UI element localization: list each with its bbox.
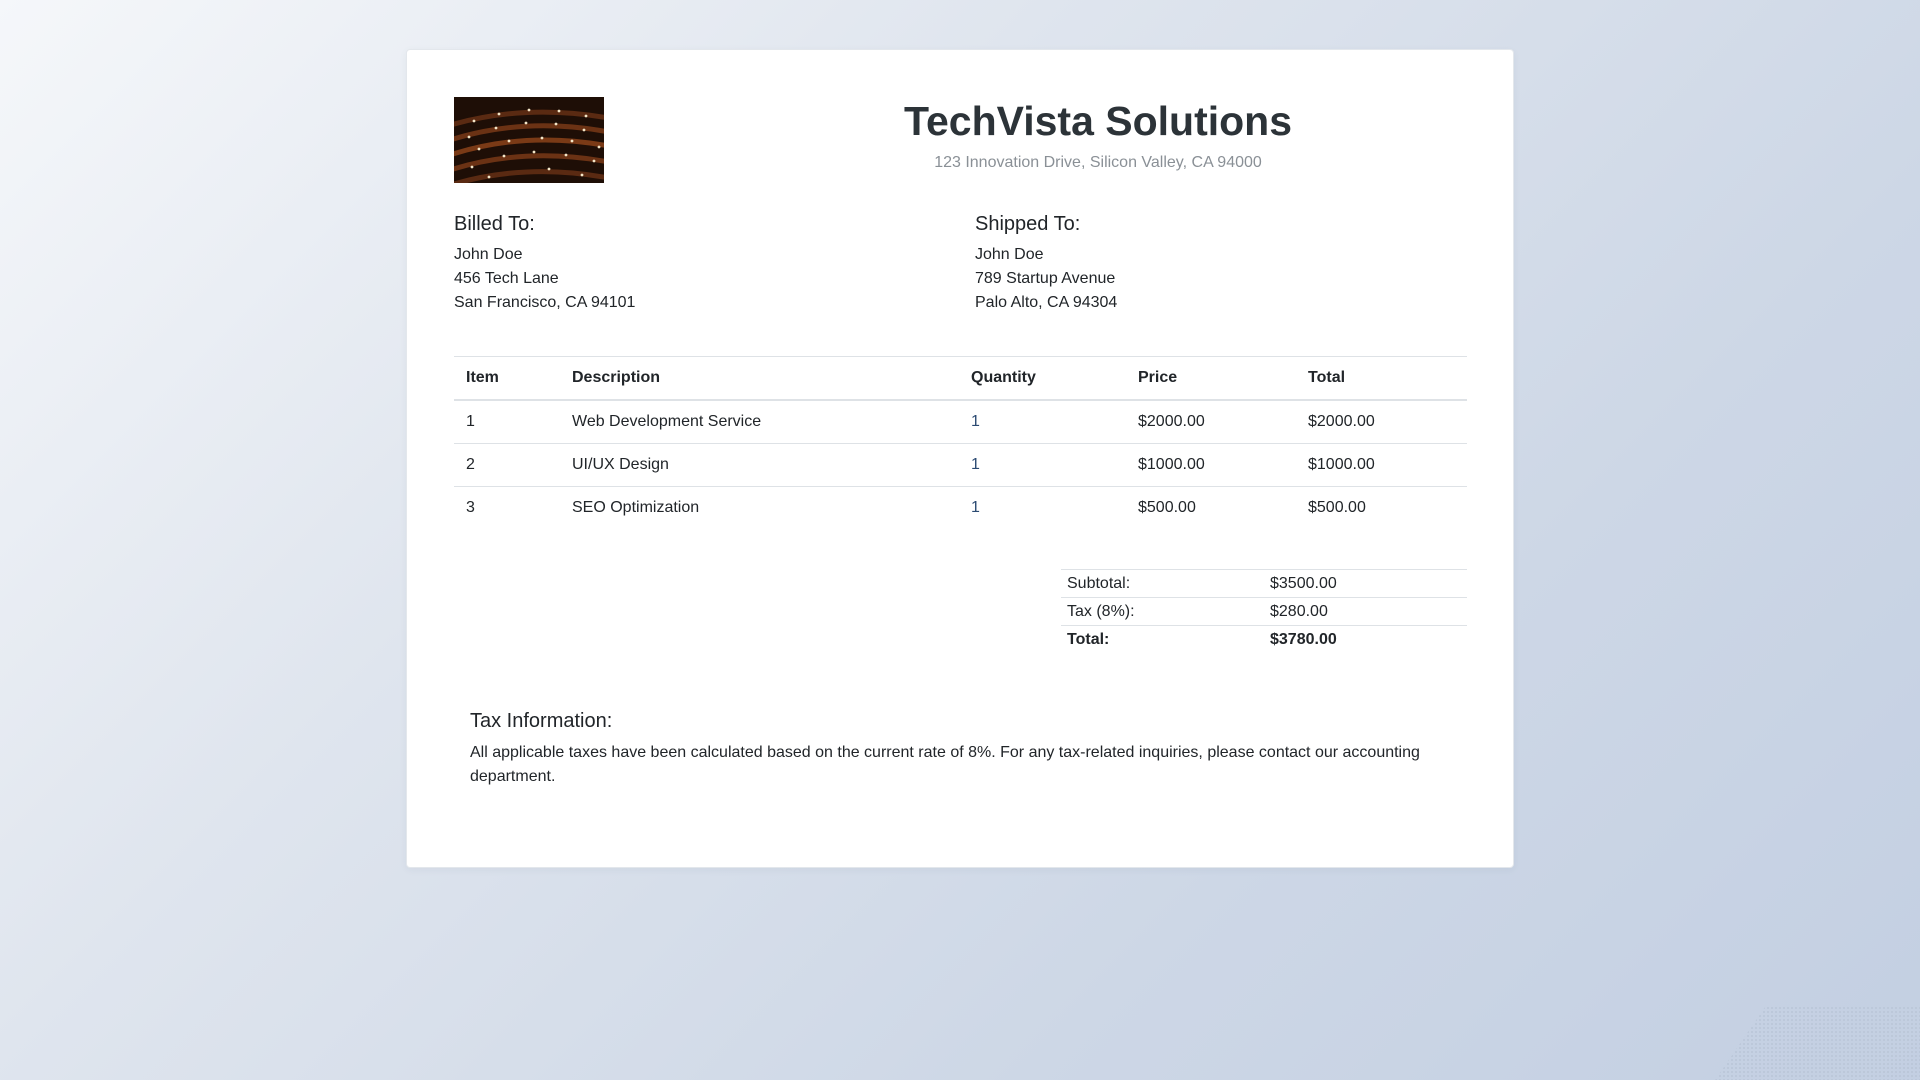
column-header-item: Item bbox=[454, 357, 560, 401]
grand-total-row bbox=[1061, 626, 1467, 655]
billed-to-heading: Billed To: bbox=[454, 213, 535, 235]
grand-total-value: $3780.00 bbox=[1264, 626, 1467, 655]
shipped-to-city: Palo Alto, CA 94304 bbox=[975, 294, 1118, 311]
subtotal-value: $3500.00 bbox=[1264, 570, 1467, 598]
invoice-items-table bbox=[454, 356, 1467, 529]
tax-row bbox=[1061, 598, 1467, 626]
table-header-row bbox=[454, 357, 1467, 401]
item-price: $1000.00 bbox=[1126, 444, 1296, 487]
table-row bbox=[454, 444, 1467, 487]
column-header-description: Description bbox=[560, 357, 959, 401]
item-total: $2000.00 bbox=[1296, 400, 1467, 444]
item-description: SEO Optimization bbox=[572, 499, 700, 516]
invoice-card bbox=[406, 49, 1514, 868]
item-price: $2000.00 bbox=[1126, 400, 1296, 444]
company-header bbox=[883, 96, 1313, 173]
column-header-quantity: Quantity bbox=[959, 357, 1126, 401]
billed-to-name: John Doe bbox=[454, 246, 523, 263]
tax-information-heading: Tax Information: bbox=[470, 710, 613, 732]
subtotal-label: Subtotal: bbox=[1061, 570, 1264, 598]
shipped-to-heading: Shipped To: bbox=[975, 213, 1081, 235]
item-description: UI/UX Design bbox=[560, 444, 959, 487]
item-quantity: 1 bbox=[971, 499, 980, 516]
item-quantity: 1 bbox=[959, 444, 1126, 487]
item-number: 2 bbox=[454, 444, 560, 487]
tax-information-section bbox=[470, 708, 1450, 789]
column-header-price: Price bbox=[1126, 357, 1296, 401]
tax-value: $280.00 bbox=[1264, 598, 1467, 626]
shipped-to-section bbox=[975, 211, 1455, 315]
subtotal-row bbox=[1061, 570, 1467, 598]
item-quantity: 1 bbox=[959, 400, 1126, 444]
company-name: TechVista Solutions bbox=[903, 98, 1293, 144]
billed-to-section bbox=[454, 211, 934, 315]
tax-label: Tax (8%): bbox=[1061, 598, 1264, 626]
shipped-to-name: John Doe bbox=[975, 246, 1044, 263]
totals-table bbox=[1061, 569, 1467, 654]
column-header-total: Total bbox=[1296, 357, 1467, 401]
table-row bbox=[454, 400, 1467, 444]
item-price: $500.00 bbox=[1138, 499, 1196, 516]
tax-information-text: All applicable taxes have been calculated based on the current rate of 8%. For any tax-related inquiries, please contact our accounting department. bbox=[470, 744, 1420, 785]
company-address: 123 Innovation Drive, Silicon Valley, CA 94000 bbox=[934, 154, 1262, 171]
item-total: $1000.00 bbox=[1296, 444, 1467, 487]
item-number: 3 bbox=[466, 499, 475, 516]
table-row bbox=[454, 487, 1467, 530]
corner-pattern-decoration bbox=[1715, 1007, 1920, 1080]
grand-total-label: Total: bbox=[1061, 626, 1264, 655]
company-logo-image bbox=[454, 97, 604, 183]
item-number: 1 bbox=[454, 400, 560, 444]
billed-to-city: San Francisco, CA 94101 bbox=[454, 294, 636, 311]
item-description: Web Development Service bbox=[560, 400, 959, 444]
billed-to-street: 456 Tech Lane bbox=[454, 270, 559, 287]
shipped-to-street: 789 Startup Avenue bbox=[975, 270, 1116, 287]
item-total: $500.00 bbox=[1308, 499, 1366, 516]
